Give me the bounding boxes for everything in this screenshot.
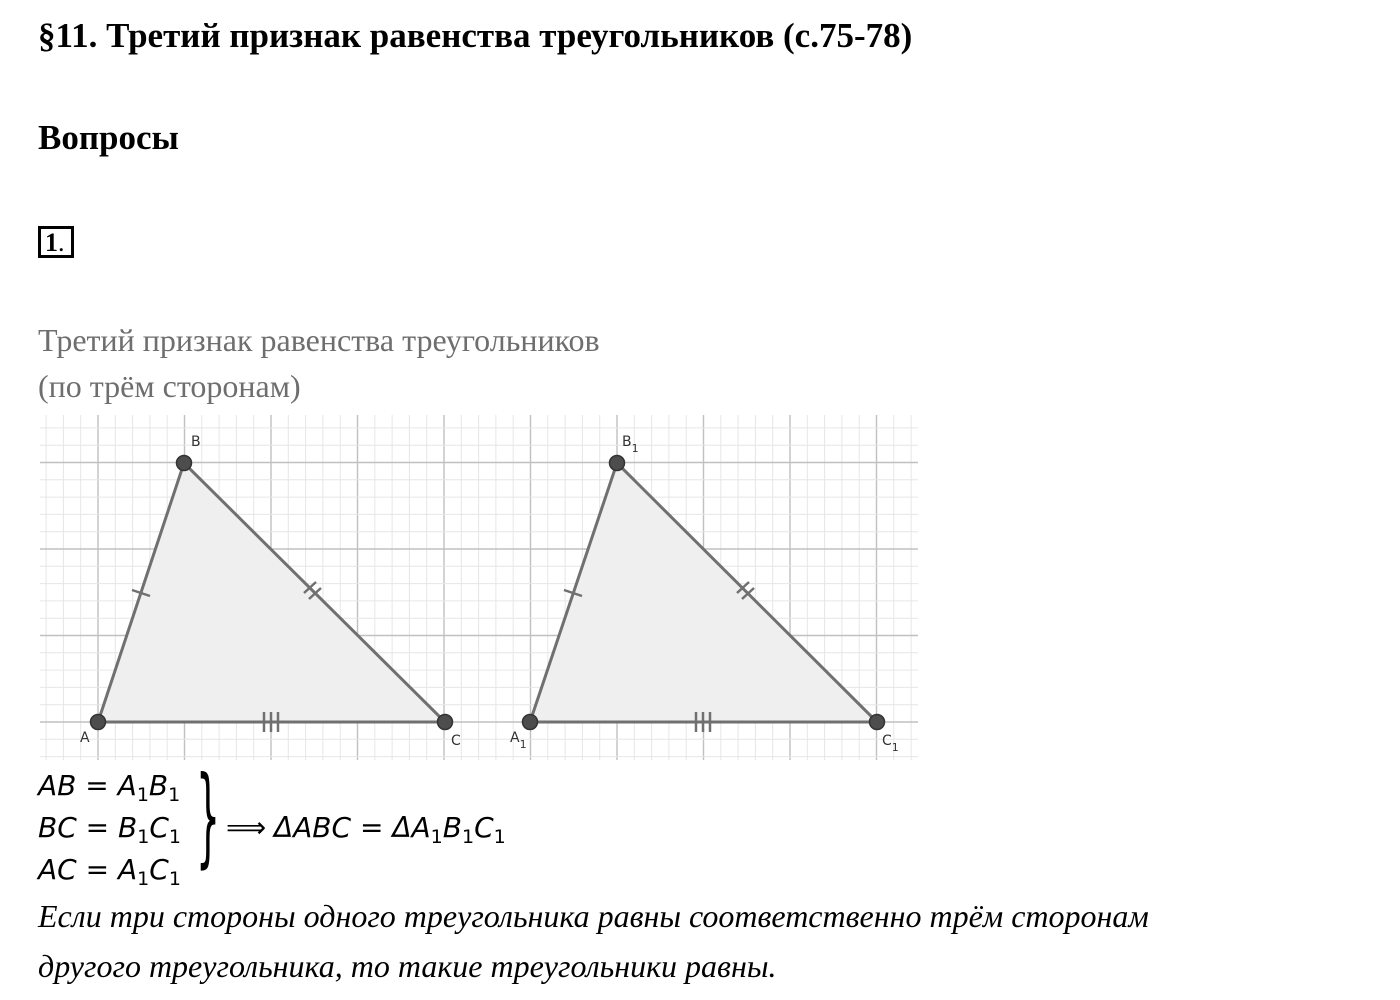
figure-caption: [38, 317, 600, 409]
point-c1: [870, 715, 885, 730]
question-number-dot: .: [58, 228, 65, 257]
figure-caption-line1: Третий признак равенства треугольников: [38, 322, 600, 358]
page-title: §11. Третий признак равенства треугольников (с.75-78): [38, 16, 913, 55]
triangles-figure: [40, 415, 918, 760]
system-brace: }: [196, 754, 221, 879]
question-number-box: [38, 226, 74, 258]
label-c: C: [451, 733, 461, 749]
point-c: [438, 715, 453, 730]
point-a1: [523, 715, 538, 730]
triangle-a1b1c1: [510, 434, 899, 754]
label-c1: $C_1$: [882, 733, 899, 754]
conclusion-formula: $\Delta ABC = \Delta A_1B_1C_1$: [274, 811, 506, 848]
section-title: Вопросы: [38, 118, 179, 157]
label-a: A: [80, 730, 90, 746]
question-number: 1: [45, 228, 58, 257]
point-a: [91, 715, 106, 730]
label-b: B: [191, 434, 201, 450]
label-a1: $A_1$: [510, 730, 527, 751]
equation-ac: AC = $A_1C_1$: [38, 853, 181, 890]
theorem-line1: Если три стороны одного треугольника равны соответственно трём сторонам: [38, 898, 1149, 934]
figure-caption-line2: (по трём сторонам): [38, 368, 301, 404]
theorem-line2: другого треугольника, то такие треугольники равны.: [38, 948, 777, 984]
label-b1: $B_1$: [622, 434, 639, 455]
equation-ab: AB = $A_1B_1$: [38, 769, 181, 806]
implies-arrow: ⟹: [226, 811, 267, 844]
theorem-text: [38, 891, 1149, 991]
point-b1: [610, 456, 625, 471]
equation-bc: BC = $B_1C_1$: [38, 811, 182, 848]
point-b: [177, 456, 192, 471]
